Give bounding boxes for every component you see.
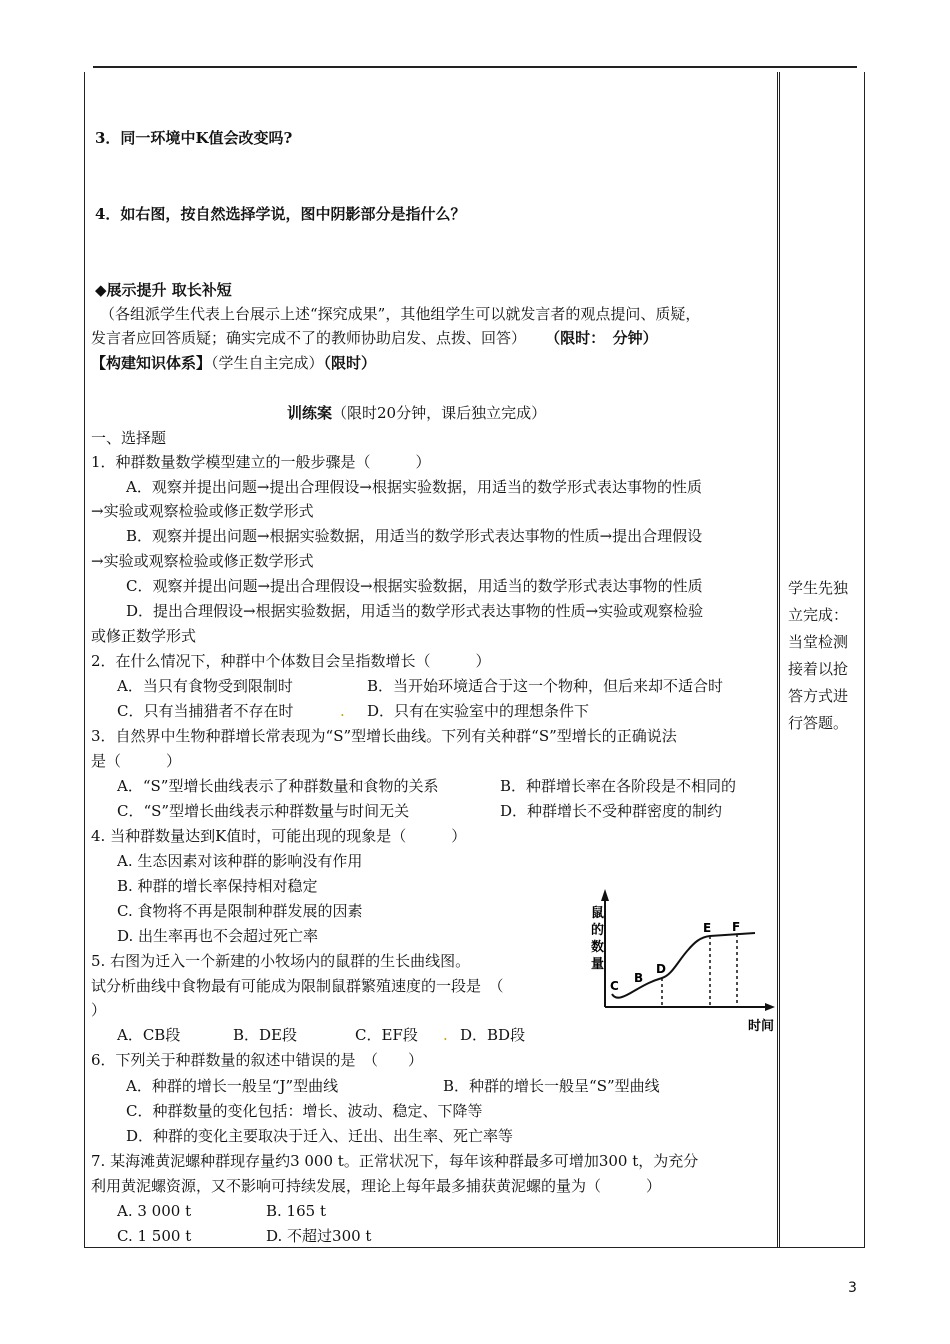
- problem-1-option-b-cont: →实验或观察检验或修正数学形式: [91, 552, 314, 570]
- build-knowledge-line: [91, 353, 376, 373]
- problem-1-option-a: A．观察并提出问题→提出合理假设→根据实验数据，用适当的数学形式表达事物的性质: [126, 478, 702, 496]
- problem-1-option-d-cont: 或修正数学形式: [91, 627, 197, 645]
- problem-5-option-a: A．CB段: [117, 1026, 181, 1044]
- problem-5-option-d: D．BD段: [460, 1026, 526, 1044]
- header-rule: [93, 66, 857, 68]
- problem-6-option-a: A．种群的增长一般呈“J”型曲线: [126, 1077, 339, 1095]
- problem-4: 4. 当种群数量达到K值时，可能出现的现象是（ ）: [91, 827, 467, 845]
- mark-dot: .: [340, 702, 345, 720]
- growth-curve: [612, 933, 755, 998]
- problem-5-cont: 试分析曲线中食物最有可能成为限制鼠群繁殖速度的一段是 （: [91, 977, 504, 995]
- build-knowledge-limit: （限时）: [323, 354, 377, 372]
- problem-7-option-b: B. 165 t: [266, 1202, 326, 1220]
- problem-3-option-d: D．种群增长不受种群密度的制约: [500, 802, 723, 820]
- problem-7-option-d: D. 不超过300 t: [266, 1227, 372, 1245]
- problem-4-option-d: D. 出生率再也不会超过死亡率: [117, 927, 319, 945]
- problem-4-option-a: A. 生态因素对该种群的影响没有作用: [117, 852, 363, 870]
- problem-5: 5. 右图为迁入一个新建的小牧场内的鼠群的生长曲线图。: [91, 952, 471, 970]
- point-label-b: B: [634, 971, 644, 985]
- problem-1-option-d: D．提出合理假设→根据实验数据，用适当的数学形式表达事物的性质→实验或观察检验: [126, 602, 704, 620]
- problem-3: 3．自然界中生物种群增长常表现为“S”型增长曲线。下列有关种群“S”型增长的正确说法: [91, 727, 677, 745]
- problem-5-option-c: C．EF段: [355, 1026, 418, 1044]
- x-axis-arrow-icon: [765, 1003, 775, 1011]
- problem-3-option-c: C．“S”型增长曲线表示种群数量与时间无关: [117, 802, 410, 820]
- problem-6-option-d: D．种群的变化主要取决于迁入、迁出、出生率、死亡率等: [126, 1127, 514, 1145]
- problem-7-cont: 利用黄泥螺资源，又不影响可持续发展，理论上每年最多捕获黄泥螺的量为（ ）: [91, 1177, 662, 1195]
- mark-dot: .: [443, 1026, 448, 1044]
- guidance-line: 学生先独: [788, 579, 849, 597]
- rat-growth-curve-figure: [590, 887, 780, 1037]
- problem-5-option-b: B．DE段: [233, 1026, 297, 1044]
- column-divider: [777, 72, 778, 1248]
- x-axis-label: 时间: [748, 1019, 775, 1034]
- y-label-char: 量: [591, 957, 605, 972]
- point-label-e: E: [703, 921, 712, 935]
- problem-2-option-c: C．只有当捕猎者不存在时: [117, 702, 294, 720]
- problem-2-option-b: B．当开始环境适合于这一个物种，但后来却不适合时: [367, 677, 724, 695]
- problem-1-option-a-cont: →实验或观察检验或修正数学形式: [91, 502, 314, 520]
- problem-2: 2．在什么情况下，种群中个体数目会呈指数增长（ ）: [91, 652, 491, 670]
- problem-1: 1．种群数量数学模型建立的一般步骤是（ ）: [91, 453, 431, 471]
- problem-3-cont: 是（ ）: [91, 752, 182, 770]
- guidance-line: 答方式进: [788, 687, 849, 705]
- problem-5-paren: ）: [91, 1001, 107, 1019]
- problem-4-option-b: B. 种群的增长率保持相对稳定: [117, 877, 318, 895]
- build-knowledge-note: （学生自主完成）: [211, 354, 324, 372]
- problem-3-option-a: A．“S”型增长曲线表示了种群数量和食物的关系: [117, 777, 439, 795]
- problem-1-option-c: C．观察并提出问题→提出合理假设→根据实验数据，用适当的数学形式表达事物的性质: [126, 577, 703, 595]
- question-3: 3．同一环境中K值会改变吗?: [95, 129, 293, 147]
- problem-7: 7. 某海滩黄泥螺种群现存量约3 000 t。正常状况下，每年该种群最多可增加300 t，为充分: [91, 1152, 699, 1170]
- point-label-d: D: [656, 962, 666, 976]
- column-divider-inner: [779, 72, 780, 1248]
- page-number: 3: [848, 1280, 857, 1296]
- problem-7-option-a: A. 3 000 t: [117, 1202, 192, 1220]
- problem-6-option-b: B．种群的增长一般呈“S”型曲线: [443, 1077, 660, 1095]
- problem-6: 6．下列关于种群数量的叙述中错误的是 （ ）: [91, 1051, 424, 1069]
- show-paragraph-line1: （各组派学生代表上台展示上述“探究成果”，其他组学生可以就发言者的观点提问、质疑，: [100, 305, 701, 323]
- y-label-char: 数: [591, 940, 605, 955]
- question-4: 4．如右图，按自然选择学说，图中阴影部分是指什么？: [95, 205, 466, 223]
- point-label-c: C: [610, 979, 619, 993]
- problem-2-option-a: A．当只有食物受到限制时: [117, 677, 293, 695]
- section-heading: 一、选择题: [91, 429, 167, 447]
- problem-7-option-c: C. 1 500 t: [117, 1227, 192, 1245]
- time-limit: （限时： 分钟）: [545, 329, 658, 347]
- problem-3-option-b: B．种群增长率在各阶段是不相同的: [500, 777, 737, 795]
- y-label-char: 鼠: [591, 906, 605, 921]
- guidance-line: 行答题。: [788, 714, 849, 732]
- y-label-char: 的: [591, 923, 605, 938]
- teacher-guidance: [788, 575, 860, 737]
- y-axis-arrow-icon: [601, 889, 609, 901]
- point-label-f: F: [732, 920, 741, 934]
- training-title-main: 训练案: [287, 404, 333, 422]
- problem-1-option-b: B．观察并提出问题→根据实验数据，用适当的数学形式表达事物的性质→提出合理假设: [126, 527, 703, 545]
- problem-4-option-c: C. 食物将不再是限制种群发展的因素: [117, 902, 363, 920]
- training-title-note: （限时20分钟，课后独立完成）: [332, 404, 547, 422]
- show-heading: ◆展示提升 取长补短: [95, 281, 232, 299]
- show-paragraph-text: 发言者应回答质疑；确实完成不了的教师协助启发、点拨、回答）: [91, 329, 527, 347]
- guidance-line: 立完成：: [788, 606, 849, 624]
- guidance-line: 接着以抢: [788, 660, 849, 678]
- build-knowledge-heading: 【构建知识体系】: [91, 354, 212, 372]
- guidance-line: 当堂检测: [788, 633, 849, 651]
- show-paragraph-line2: [91, 328, 658, 348]
- problem-2-option-d: D．只有在实验室中的理想条件下: [367, 702, 590, 720]
- training-title: [287, 403, 546, 423]
- problem-6-option-c: C．种群数量的变化包括：增长、波动、稳定、下降等: [126, 1102, 483, 1120]
